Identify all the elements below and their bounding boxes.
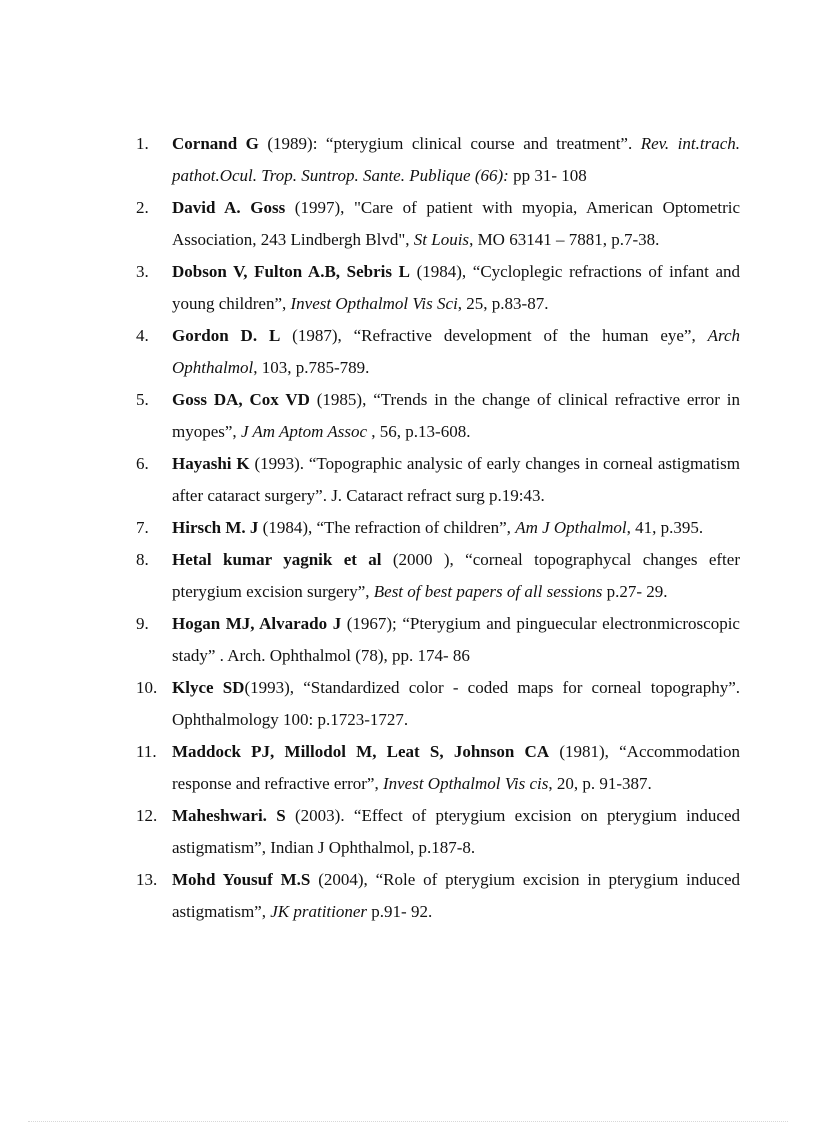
reference-item <box>136 544 740 608</box>
reference-details: , 103, p.785-789. <box>253 358 370 377</box>
reference-item <box>136 448 740 512</box>
reference-authors: Hetal kumar yagnik et al <box>172 550 382 569</box>
reference-item <box>136 608 740 672</box>
reference-list <box>136 128 740 928</box>
reference-authors: Hirsch M. J <box>172 518 259 537</box>
reference-source: Invest Opthalmol Vis cis <box>382 774 549 793</box>
reference-details: , 20, p. 91-387. <box>548 774 652 793</box>
reference-authors: Cornand G <box>172 134 259 153</box>
reference-text: (1981), “Accommodation response and refractive error”, <box>172 742 740 793</box>
reference-number: 13. <box>136 870 158 889</box>
reference-number: 11. <box>136 742 157 761</box>
reference-number: 3. <box>136 262 149 281</box>
reference-item <box>136 320 740 384</box>
reference-source: Arch Ophthalmol <box>172 326 741 377</box>
reference-text: (1985), “Trends in the change of clinical refractive error in myopes”, <box>172 390 740 441</box>
reference-text: (2004), “Role of pterygium excision in pterygium induced astigmatism”, <box>172 870 740 921</box>
reference-details: , 56, p.13-608. <box>367 422 471 441</box>
reference-authors: Klyce SD <box>172 678 245 697</box>
reference-text: (2000 ), “corneal topographycal changes efter pterygium excision surgery”, <box>172 550 740 601</box>
reference-item <box>136 384 740 448</box>
reference-number: 10. <box>136 678 158 697</box>
reference-text: (1987), “Refractive development of the human eye”, <box>280 326 708 345</box>
reference-number: 2. <box>136 198 149 217</box>
reference-number: 9. <box>136 614 149 633</box>
reference-details: , MO 63141 – 7881, p.7-38. <box>469 230 660 249</box>
reference-number: 7. <box>136 518 149 537</box>
reference-source: Am J Opthalmol <box>515 518 627 537</box>
reference-number: 4. <box>136 326 149 345</box>
reference-authors: Maheshwari. S <box>172 806 286 825</box>
reference-number: 8. <box>136 550 149 569</box>
reference-authors: Maddock PJ, Millodol M, Leat S, Johnson CA <box>172 742 550 761</box>
reference-source: J Am Aptom Assoc <box>240 422 368 441</box>
reference-item <box>136 864 740 928</box>
reference-item <box>136 192 740 256</box>
reference-text: (1967); “Pterygium and pinguecular electronmicroscopic stady” . Arch. Ophthalmol (78), pp. 174- 86 <box>172 614 740 665</box>
reference-details: , 41, p.395. <box>626 518 704 537</box>
reference-text: (1989): “pterygium clinical course and treatment”. <box>258 134 641 153</box>
reference-authors: Goss DA, Cox VD <box>172 390 310 409</box>
reference-text: (1993), “Standardized color - coded maps for corneal topography”. Ophthalmology 100: p.1723-1727. <box>172 678 740 729</box>
reference-item <box>136 672 740 736</box>
reference-text: (1984), “Cycloplegic refractions of infant and young children”, <box>172 262 740 313</box>
reference-item <box>136 736 740 800</box>
reference-details: , 25, p.83-87. <box>457 294 549 313</box>
reference-authors: David A. Goss <box>172 198 286 217</box>
reference-item <box>136 256 740 320</box>
reference-authors: Hogan MJ, Alvarado J <box>172 614 342 633</box>
reference-authors: Gordon D. L <box>172 326 281 345</box>
reference-authors: Hayashi K <box>172 454 250 473</box>
reference-text: (1984), “The refraction of children”, <box>258 518 516 537</box>
reference-source: St Louis <box>413 230 470 249</box>
reference-item <box>136 800 740 864</box>
reference-source: Invest Opthalmol Vis Sci <box>290 294 458 313</box>
reference-authors: Dobson V, Fulton A.B, Sebris L <box>172 262 410 281</box>
reference-source: Best of best papers of all sessions <box>373 582 603 601</box>
reference-number: 1. <box>136 134 149 153</box>
reference-source: JK pratitioner <box>270 902 368 921</box>
reference-number: 5. <box>136 390 149 409</box>
reference-details: pp 31- 108 <box>508 166 587 185</box>
reference-details: p.91- 92. <box>367 902 433 921</box>
reference-details: p.27- 29. <box>602 582 668 601</box>
reference-source: Rev. int.trach. pathot.Ocul. Trop. Suntrop. Sante. Publique (66): <box>172 134 740 185</box>
reference-number: 6. <box>136 454 149 473</box>
reference-text: (1997), "Care of patient with myopia, American Optometric Association, 243 Lindbergh Blvd", <box>172 198 740 249</box>
reference-item <box>136 128 740 192</box>
reference-item <box>136 512 740 544</box>
page-bottom-divider <box>28 1121 788 1122</box>
reference-number: 12. <box>136 806 158 825</box>
reference-authors: Mohd Yousuf M.S <box>172 870 311 889</box>
reference-text: (1993). “Topographic analysic of early changes in corneal astigmatism after cataract surgery”. J. Cataract refract surg p.19:43. <box>172 454 740 505</box>
reference-text: (2003). “Effect of pterygium excision on pterygium induced astigmatism”, Indian J Ophthalmol, p.187-8. <box>172 806 740 857</box>
